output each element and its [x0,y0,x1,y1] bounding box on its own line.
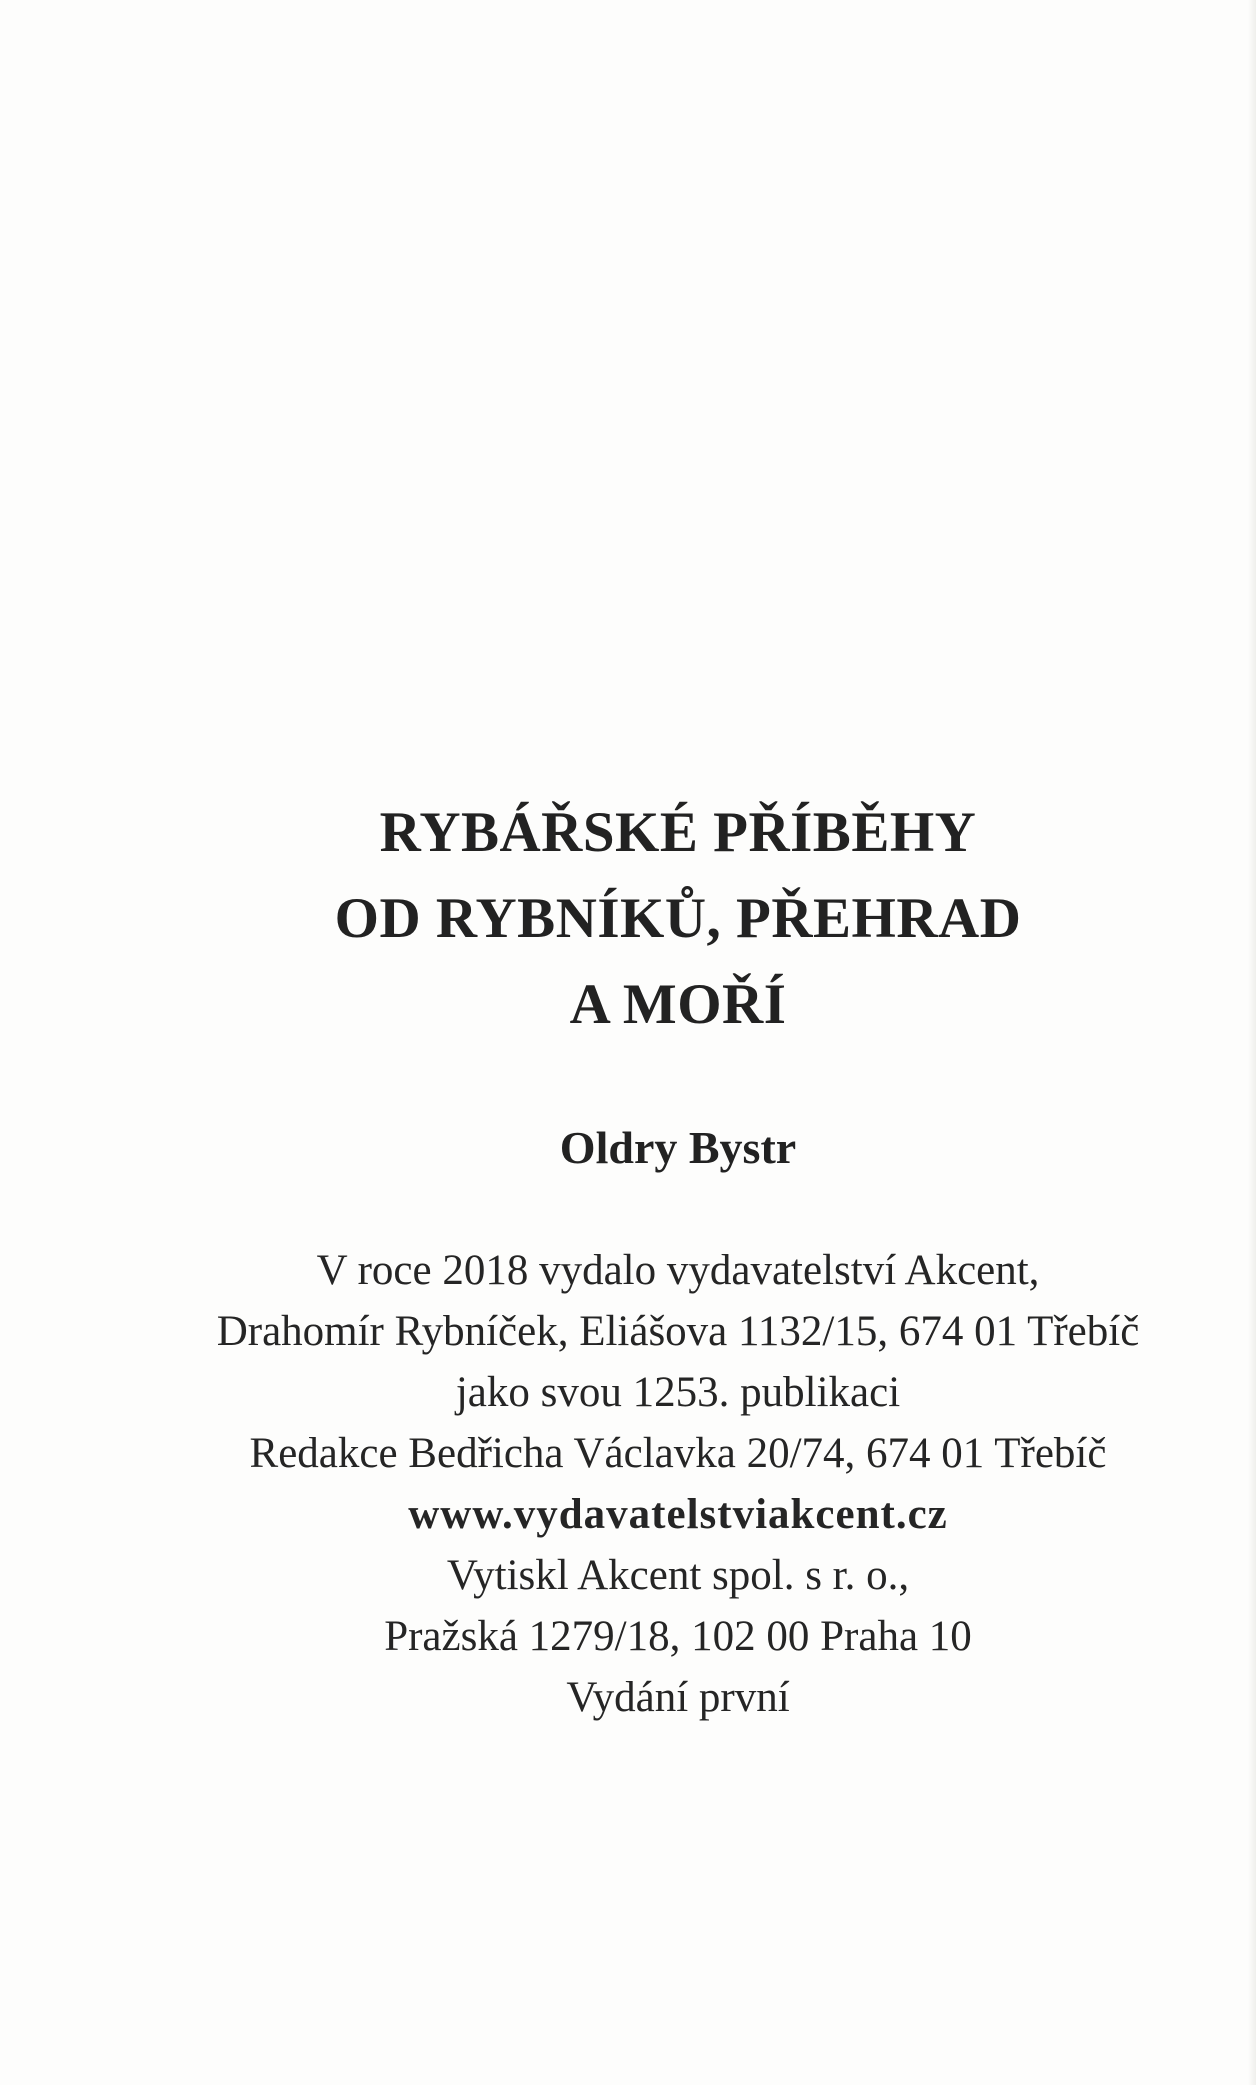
author-name: Oldry Bystr [559,1122,797,1173]
imprint-edition: Vydání první [566,1674,790,1721]
imprint-publication-number: jako svou 1253. publikaci [455,1369,901,1416]
imprint-printer: Vytiskl Akcent spol. s r. o., [446,1552,910,1599]
publisher-website: www.vydavatelstviakcent.cz [408,1491,948,1538]
imprint-address-line: Drahomír Rybníček, Eliášova 1132/15, 674 01 Třebíč [216,1308,1140,1355]
imprint-publisher-line: V roce 2018 vydalo vydavatelství Akcent, [316,1247,1040,1294]
title-line-3: A MOŘÍ [569,973,787,1036]
imprint-block [0,1240,1256,1728]
title-line-2: OD RYBNÍKŮ, PŘEHRAD [334,887,1022,950]
book-title [0,790,1256,1048]
imprint-printer-address: Pražská 1279/18, 102 00 Praha 10 [384,1613,972,1660]
title-line-1: RYBÁŘSKÉ PŘÍBĚHY [379,801,977,864]
imprint-editorial-address: Redakce Bedřicha Václavka 20/74, 674 01 Třebíč [249,1430,1107,1477]
